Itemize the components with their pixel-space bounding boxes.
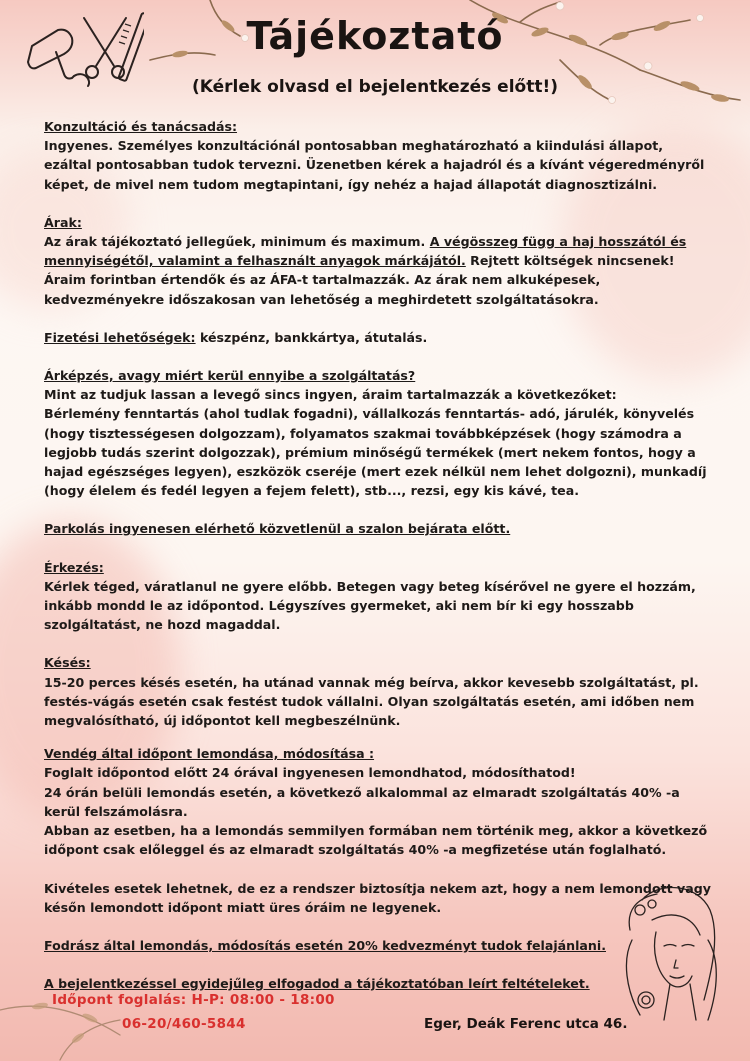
booking-hours: Időpont foglalás: H-P: 08:00 - 18:00	[52, 992, 335, 1008]
prices-text	[44, 232, 714, 309]
late-heading: Késés:	[44, 655, 91, 671]
cancel-line-4: Kivételes esetek lehetnek, de ez a rendszer biztosítja nekem azt, hogy a nem lemondott vagy későn lemondott időpont miatt üres óráim ne legyenek.	[44, 880, 711, 915]
consultation-heading: Konzultáció és tanácsadás:	[44, 119, 238, 134]
pricing-text: Bérlemény fenntartás (ahol tudlak fogadni), vállalkozás fenntartás- adó, járulék, könyvelés (hogy tisztességesen dolgozzam), folyamatos szakmai továbbképzések (hogy számodra a legjobb tudás szerint dolgozzak), prémium minőségű termékek (mert nekem fontos, hogy a hajad egészséges legyen), eszközök cseréje (mert ezek nélkül nem lehet dolgozni), munkadíj (hogy élelem és fedél legyen a fejem felett), stb..., rezsi, egy kis kávé, tea.	[44, 406, 707, 499]
payment-line	[44, 328, 714, 347]
phone-number: 06-20/460-5844	[122, 1016, 246, 1032]
prices-heading: Árak:	[44, 214, 82, 230]
pricing-heading: Árképzés, avagy miért kerül ennyibe a szolgáltatás?	[44, 368, 416, 384]
acceptance-note: A bejelentkezéssel egyidejűleg elfogadod a tájékoztatóban leírt feltételeket.	[44, 976, 590, 992]
payment-heading: Fizetési lehetőségek:	[44, 329, 196, 345]
pricing-intro: Mint az tudjuk lassan a levegő sincs ingyen, áraim tartalmazzák a következőket:	[44, 387, 617, 403]
info-content	[44, 117, 714, 993]
stylist-cancel-note: Fodrász által lemondás, módosítás esetén 20% kedvezményt tudok felajánlani.	[44, 937, 606, 953]
page-subtitle: (Kérlek olvasd el bejelentkezés előtt!)	[192, 77, 558, 97]
prices-text-b: Rejtett költségek nincsenek! Áraim forintban értendők és az ÁFA-t tartalmazzák. Az árak nem alkuképesek, kedvezményekre időszakosan van lehetőség a meghirdetett szolgáltatásokra.	[44, 253, 675, 307]
page-title: Tájékoztató	[246, 14, 504, 58]
late-text: 15-20 perces késés esetén, ha utánad vannak még beírva, akkor kevesebb szolgáltatást, pl. festés-vágás esetén csak festést tudok vállalni. Olyan szolgáltatás esetén, ami időben nem megvalósítható, új időpontot kell megbeszélnünk.	[44, 674, 699, 729]
parking-note: Parkolás ingyenesen elérhető közvetlenül a szalon bejárata előtt.	[44, 521, 511, 537]
cancel-line-2: 24 órán belüli lemondás esetén, a következő alkalommal az elmaradt szolgáltatás 40% -a kerül felszámolásra.	[44, 784, 680, 819]
arrival-heading: Érkezés:	[44, 559, 104, 575]
cancel-heading: Vendég által időpont lemondása, módosítása :	[44, 746, 375, 762]
payment-text: készpénz, bankkártya, átutalás.	[195, 329, 428, 345]
cancel-line-1: Foglalt időpontod előtt 24 órával ingyenesen lemondhatod, módosíthatod!	[44, 765, 576, 781]
consultation-text: Ingyenes. Személyes konzultációnál pontosabban meghatározható a kiindulási állapot, ezáltal pontosabban tudok tervezni. Üzenetben kérek a hajadról és a kívánt végeredményről képet, de mivel nem tudom megtapintani, így nehéz a hajad állapotát diagnosztizálni.	[44, 138, 705, 192]
prices-text-a: Az árak tájékoztató jellegűek, minimum és maximum.	[44, 234, 430, 250]
arrival-text: Kérlek téged, váratlanul ne gyere előbb. Betegen vagy beteg kísérővel ne gyere el hozzám, inkább mondd le az időpontod. Légyszíves gyermeket, aki nem bír ki egy hosszabb szolgáltatást, ne hozd magaddal.	[44, 578, 696, 633]
salon-address: Eger, Deák Ferenc utca 46.	[424, 1016, 628, 1032]
cancel-line-3: Abban az esetben, ha a lemondás semmilyen formában nem történik meg, akkor a következő időpont csak előleggel és az elmaradt szolgáltatás 40% -a megfizetése után foglalható.	[44, 823, 708, 858]
prices-text-underlined: A végösszeg függ a haj hosszától és mennyiségétől, valamint a felhasznált anyagok márkájától.	[44, 234, 687, 269]
